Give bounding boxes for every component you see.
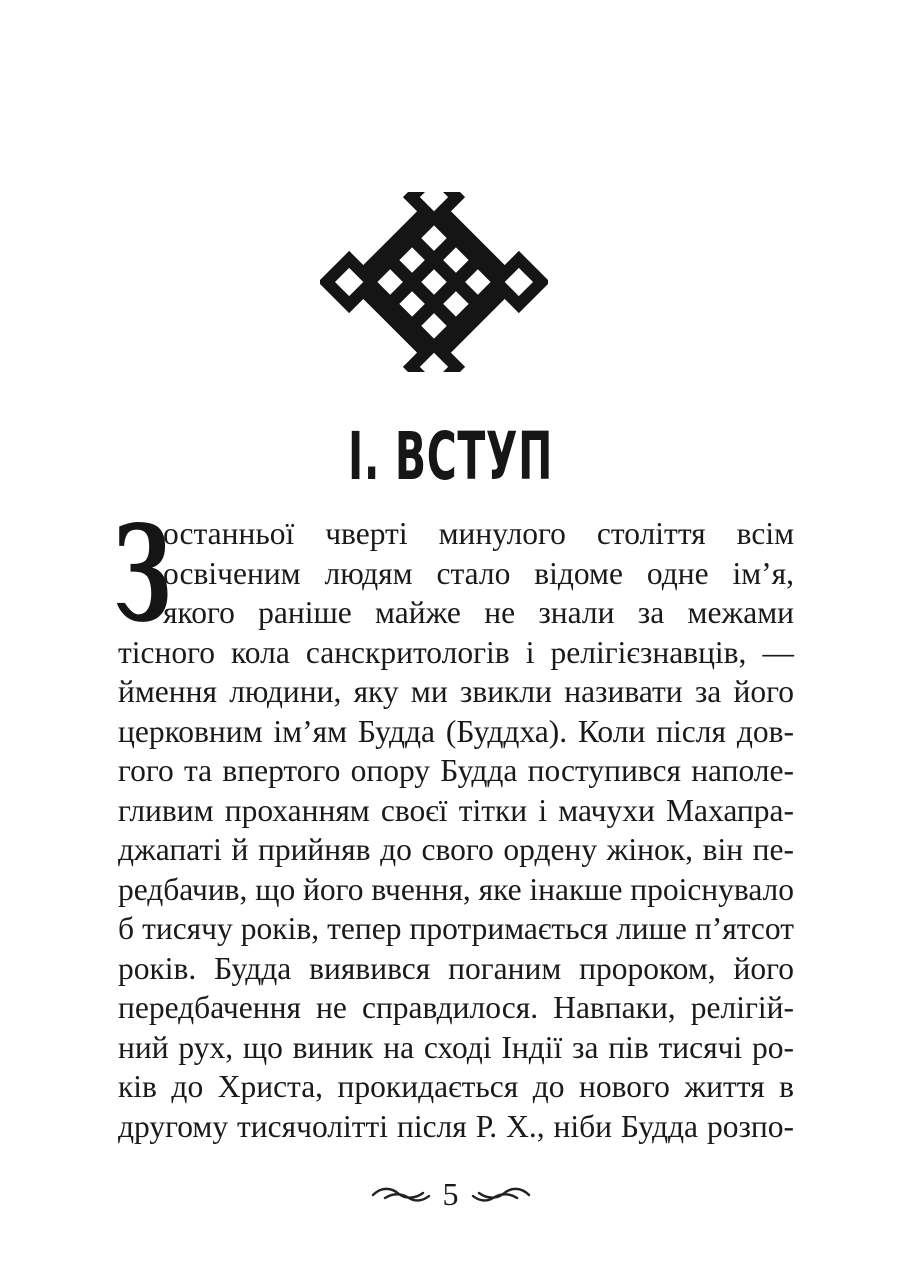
text-line: освіченим людям стало відоме одне ім’я,: [163, 555, 794, 591]
endless-knot-icon: [320, 192, 548, 372]
page-footer: [0, 1176, 901, 1212]
text-line: ймення людини, яку ми звикли називати за його: [118, 674, 794, 709]
text-line: ків до Христа, прокидається до нового життя в: [118, 1069, 794, 1104]
chapter-title: І. ВСТУП: [348, 418, 553, 495]
drop-cap: З: [113, 497, 173, 652]
text-line: джапаті й прийняв до свого ордену жінок, він пе-: [118, 832, 794, 867]
text-line: передбачення не справдилося. Навпаки, релігій-: [118, 990, 794, 1025]
body-paragraph: [118, 514, 794, 1146]
text-line: якого раніше майже не знали за межами: [163, 595, 794, 630]
text-line: ний рух, що виник на сході Індії за пів тисячі ро-: [118, 1029, 794, 1065]
text-line: редбачив, що його вчення, яке інакше проіснувало: [118, 871, 794, 907]
text-line: останньої чверті минулого століття всім: [163, 516, 794, 551]
text-line: другому тисячолітті після Р. Х., ніби Будда розпо-: [118, 1108, 794, 1144]
text-line: гливим проханням своєї тітки і мачухи Махапра-: [118, 792, 794, 828]
text-line: церковним ім’ям Будда (Буддха). Коли після дов-: [118, 713, 794, 749]
text-line: років. Будда виявився поганим пророком, його: [118, 950, 794, 986]
page-number: 5: [442, 1176, 459, 1212]
text-line: тісного кола санскритологів і релігієзнавців, —: [118, 634, 794, 670]
text-line: гого та впертого опору Будда поступився наполе-: [118, 753, 794, 788]
right-flourish-icon: [469, 1185, 531, 1203]
left-flourish-icon: [371, 1185, 433, 1203]
text-line: б тисячу років, тепер протримається лише п’ятсот: [118, 911, 794, 946]
